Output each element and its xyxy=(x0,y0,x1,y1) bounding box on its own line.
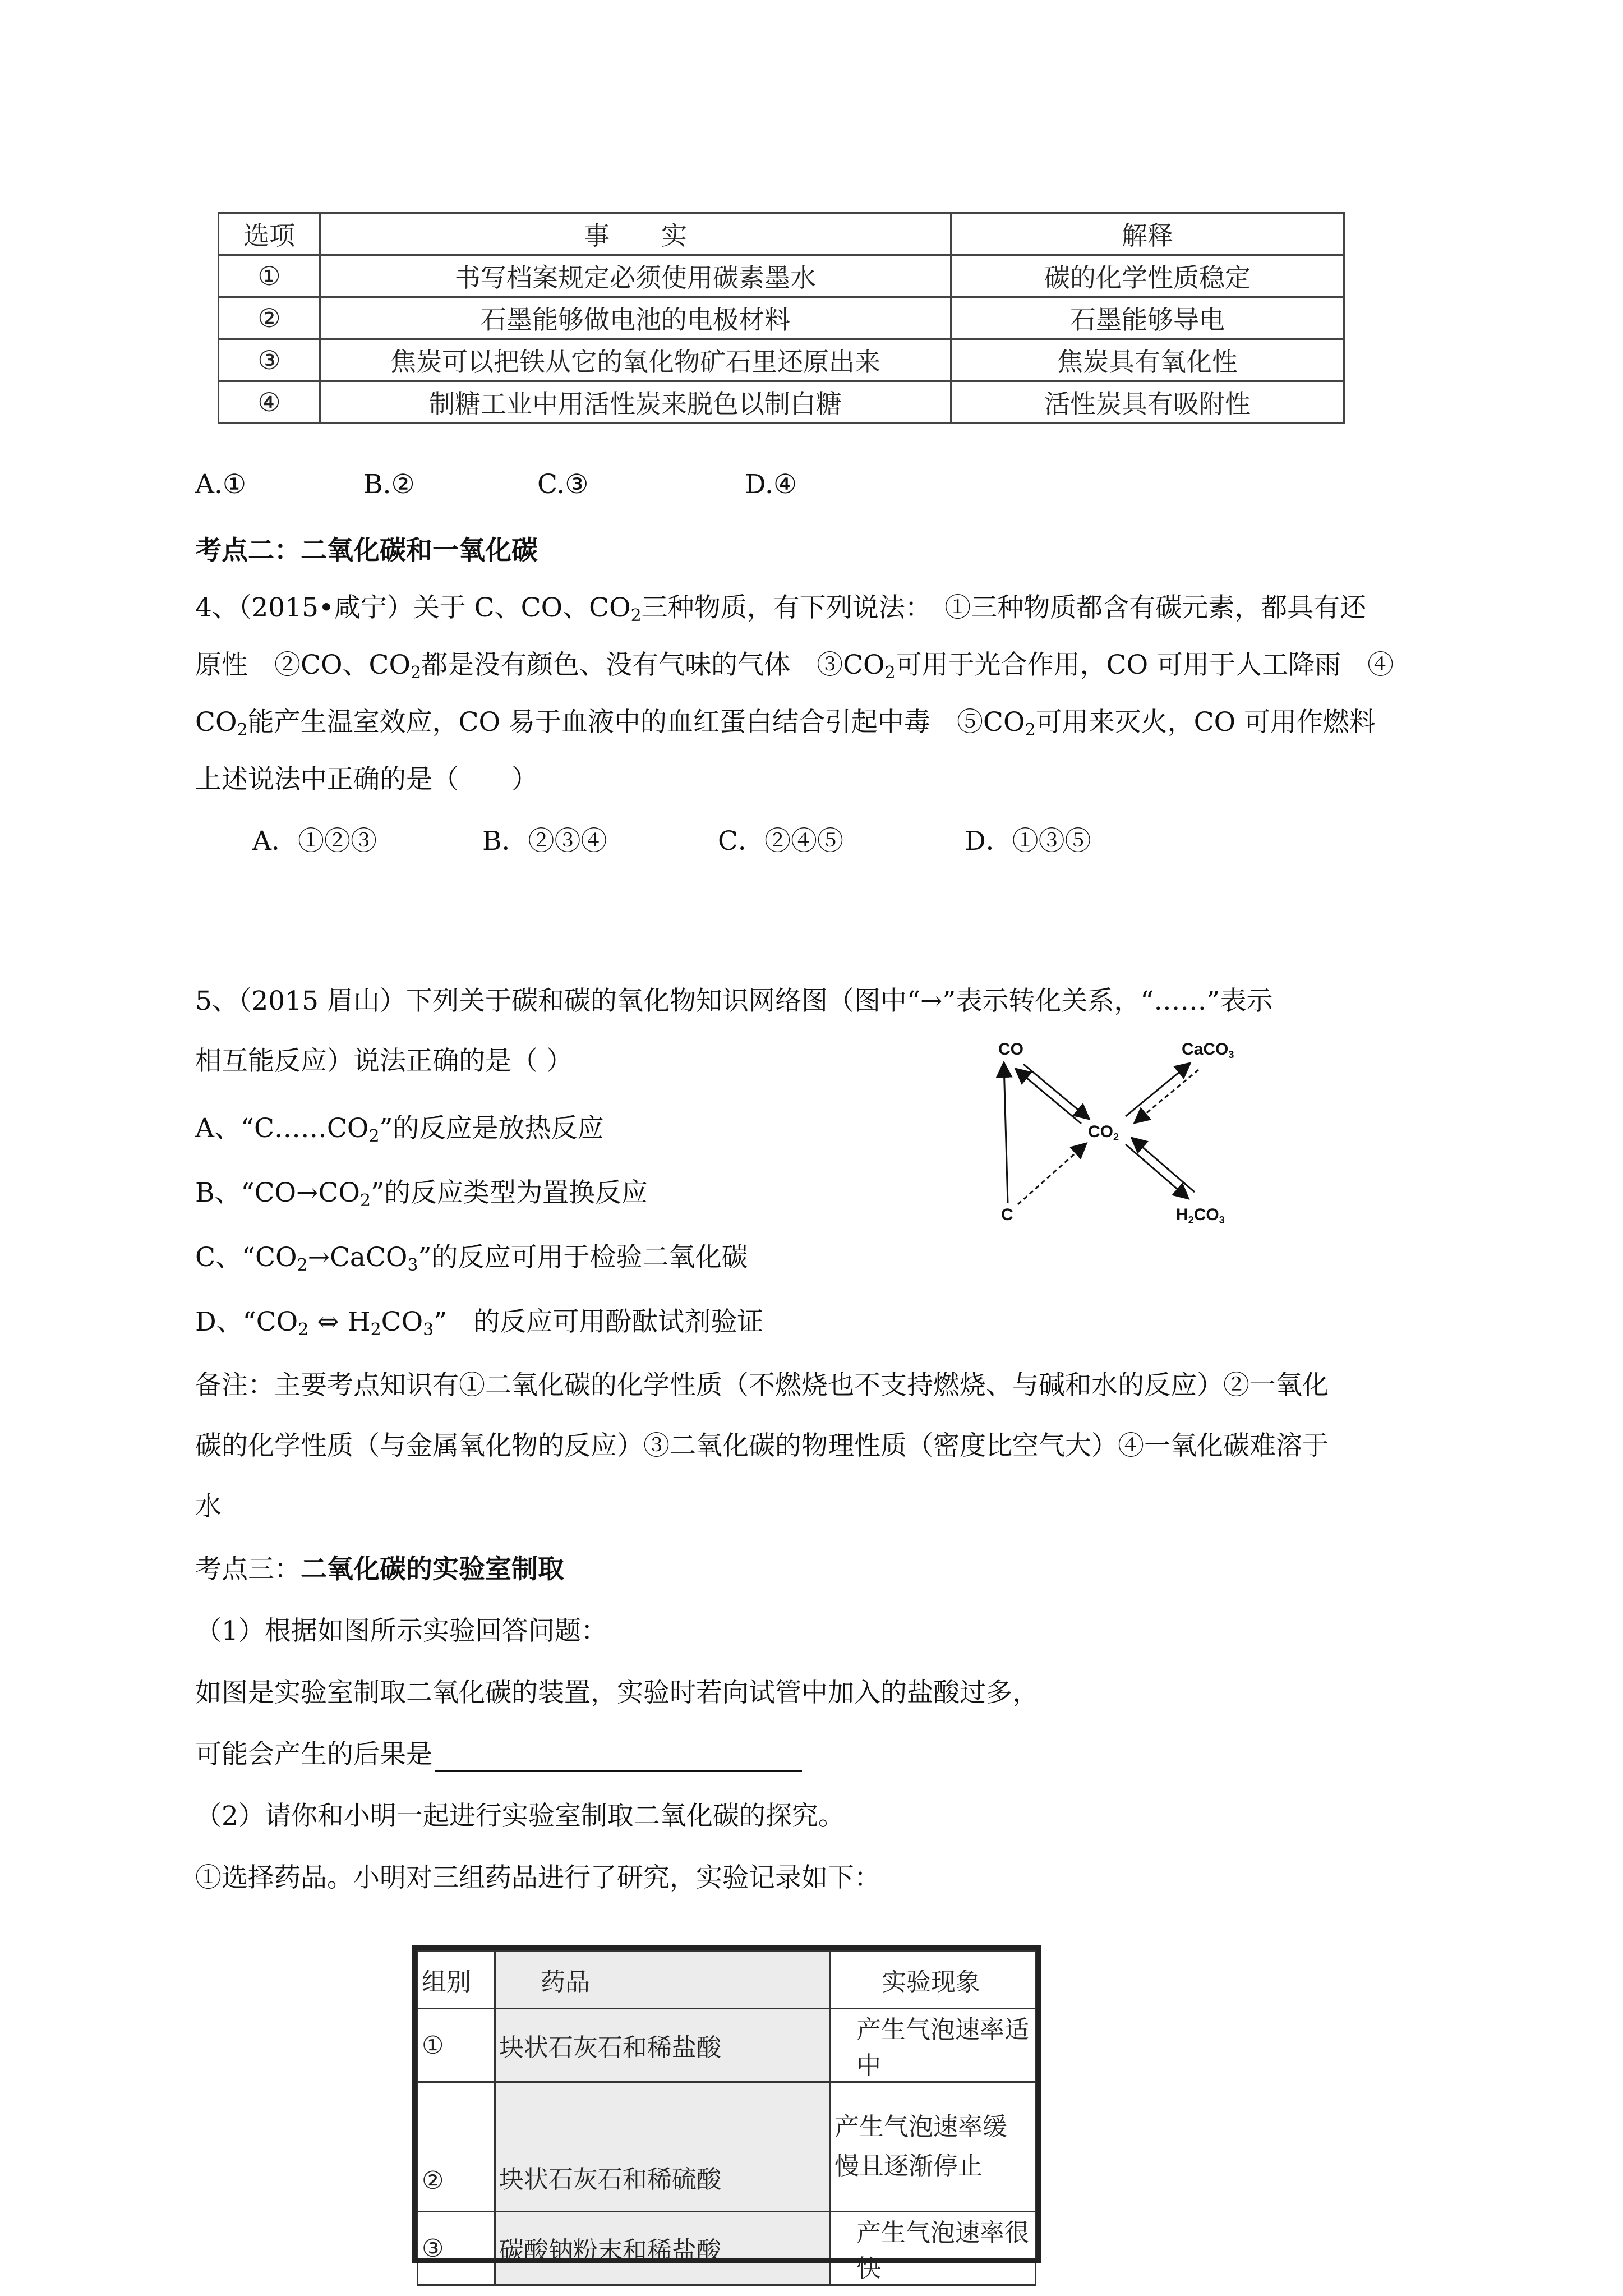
q5-text: B、“CO→CO xyxy=(195,1177,360,1208)
cell-option: ② xyxy=(219,297,320,339)
q5-text: ” 的反应可用酚酞试剂验证 xyxy=(434,1306,764,1337)
q4-option-d: D．①③⑤ xyxy=(965,826,1091,857)
node-caco3: CaCO$_3$ xyxy=(1182,1040,1234,1060)
cell-phenomenon: 产生气泡速率很快 xyxy=(831,2212,1036,2285)
q5-text: ”的反应是放热反应 xyxy=(379,1113,604,1144)
q5-text: ”的反应可用于检验二氧化碳 xyxy=(418,1242,748,1273)
header-explanation: 解释 xyxy=(951,213,1344,255)
cell-fact: 石墨能够做电池的电极材料 xyxy=(320,297,951,339)
table-row xyxy=(418,2082,1036,2212)
paragraph-1: （1）根据如图所示实验回答问题： xyxy=(195,1616,607,1646)
q5-text: A、“C……CO xyxy=(195,1113,369,1144)
note-line-2: 碳的化学性质（与金属氧化物的反应）③二氧化碳的物理性质（密度比空气大）④一氧化碳难溶于 xyxy=(195,1430,1329,1461)
subscript: 3 xyxy=(407,1255,418,1275)
q5-text: D、“CO xyxy=(195,1306,298,1337)
subscript: 2 xyxy=(237,720,248,740)
node-h2co3: $H_2CO_3$ xyxy=(1176,1205,1225,1226)
note-line-1: 备注：主要考点知识有①二氧化碳的化学性质（不燃烧也不支持燃烧、与碱和水的反应）②一氧化 xyxy=(195,1370,1329,1401)
q5-option-c xyxy=(195,1241,748,1274)
q3-option-b: B.② xyxy=(363,469,415,500)
table-row xyxy=(418,2212,1036,2285)
q4-text: 三种物质，有下列说法： ①三种物质都含有碳元素，都具有还 xyxy=(641,592,1367,623)
facts-table xyxy=(218,212,1345,424)
subscript: 3 xyxy=(423,1320,434,1340)
subscript: 2 xyxy=(1025,720,1036,740)
subscript: 2 xyxy=(297,1255,308,1275)
subscript: 2 xyxy=(884,663,896,683)
table-row xyxy=(219,381,1344,424)
arrow-c-to-co2 xyxy=(1018,1144,1085,1204)
node-co2: $CO_2$ xyxy=(1088,1122,1119,1143)
q4-line-4: 上述说法中正确的是（ ） xyxy=(195,764,538,795)
q3-option-d: D.④ xyxy=(745,469,797,500)
q4-text: 能产生温室效应，CO 易于血液中的血红蛋白结合引起中毒 ⑤CO xyxy=(247,707,1025,738)
cell-option: ③ xyxy=(219,339,320,381)
cell-explanation: 焦炭具有氧化性 xyxy=(951,339,1344,381)
q4-options xyxy=(252,825,1091,858)
q4-text: 都是没有颜色、没有气味的气体 ③CO xyxy=(421,650,885,680)
header-phenomenon: 实验现象 xyxy=(831,1951,1036,2009)
section-2-title: 考点二：二氧化碳和一氧化碳 xyxy=(195,535,538,566)
q3-option-c: C.③ xyxy=(537,469,589,500)
cell-reagents: 块状石灰石和稀盐酸 xyxy=(495,2009,830,2082)
cell-reagents: 块状石灰石和稀硫酸 xyxy=(495,2082,830,2212)
cell-reagents: 碳酸钠粉末和稀盐酸 xyxy=(495,2212,830,2285)
q4-text: 可用于光合作用，CO 可用于人工降雨 ④ xyxy=(895,650,1394,680)
cell-option: ④ xyxy=(219,381,320,424)
cell-group: ② xyxy=(418,2082,495,2212)
header-reagents: 药品 xyxy=(495,1951,830,2009)
q5-text: C、“CO xyxy=(195,1242,297,1273)
subscript: 2 xyxy=(359,1191,371,1211)
table-header-row xyxy=(418,1951,1036,2009)
paragraph-4: （2）请你和小明一起进行实验室制取二氧化碳的探究。 xyxy=(195,1801,845,1832)
q4-option-b: B．②③④ xyxy=(482,826,607,857)
q5-option-b xyxy=(195,1176,648,1210)
q5-line-1: 5、（2015 眉山）下列关于碳和碳的氧化物知识网络图（图中“→”表示转化关系，“……”表示 xyxy=(195,986,1273,1016)
q5-text: CO xyxy=(381,1306,423,1337)
q5-text: ”的反应类型为置换反应 xyxy=(371,1177,648,1208)
q5-option-d xyxy=(195,1305,763,1339)
cell-fact: 制糖工业中用活性炭来脱色以制白糖 xyxy=(320,381,951,424)
q4-option-c: C．②④⑤ xyxy=(718,826,843,857)
paragraph-3-text: 可能会产生的后果是 xyxy=(195,1739,432,1770)
node-co: CO xyxy=(998,1040,1023,1059)
cell-phenomenon: 产生气泡速率适中 xyxy=(831,2009,1036,2082)
subscript: 2 xyxy=(370,1320,381,1340)
table-row xyxy=(219,255,1344,297)
cell-group: ① xyxy=(418,2009,495,2082)
cell-group: ③ xyxy=(418,2212,495,2285)
header-group: 组别 xyxy=(418,1951,495,2009)
arrow-co2-to-h2co3 xyxy=(1126,1144,1187,1198)
q3-options xyxy=(195,468,797,501)
q4-text: 4、（2015•咸宁）关于 C、CO、CO xyxy=(195,592,631,623)
header-fact: 事 实 xyxy=(320,213,951,255)
arrow-co-to-co2 xyxy=(1023,1064,1088,1118)
arrow-co2-to-co xyxy=(1017,1070,1081,1124)
q4-line-2 xyxy=(195,648,1394,682)
arrow-h2co3-to-co2 xyxy=(1133,1139,1195,1192)
arrow-caco3-to-co2 xyxy=(1136,1070,1198,1122)
arrow-c-to-co xyxy=(1004,1064,1008,1203)
node-c: C xyxy=(1001,1205,1013,1224)
q3-option-a: A.① xyxy=(195,469,247,500)
paragraph-3 xyxy=(195,1738,802,1772)
subscript: 2 xyxy=(368,1126,380,1146)
subscript: 2 xyxy=(630,606,642,625)
cell-explanation: 碳的化学性质稳定 xyxy=(951,255,1344,297)
subscript: 2 xyxy=(298,1320,309,1340)
q4-text: 可用来灭火，CO 可用作燃料 xyxy=(1035,707,1376,738)
section-3-title xyxy=(195,1553,564,1586)
paragraph-5: ①选择药品。小明对三组药品进行了研究，实验记录如下： xyxy=(195,1862,880,1893)
q4-text: CO xyxy=(195,707,237,738)
arrow-co2-to-caco3 xyxy=(1126,1064,1189,1116)
q4-line-3 xyxy=(195,706,1376,739)
paragraph-2: 如图是实验室制取二氧化碳的装置，实验时若向试管中加入的盐酸过多， xyxy=(195,1677,1039,1708)
cell-explanation: 活性炭具有吸附性 xyxy=(951,381,1344,424)
header-option: 选项 xyxy=(219,213,320,255)
table-row xyxy=(219,339,1344,381)
table-row xyxy=(418,2009,1036,2082)
q5-text: ⇔ H xyxy=(308,1306,371,1337)
section-3-name: 二氧化碳的实验室制取 xyxy=(301,1554,564,1585)
subscript: 2 xyxy=(411,663,422,683)
cell-option: ① xyxy=(219,255,320,297)
q5-option-a xyxy=(195,1112,604,1145)
table-row xyxy=(219,297,1344,339)
cell-explanation: 石墨能够导电 xyxy=(951,297,1344,339)
q4-text: 原性 ②CO、CO xyxy=(195,650,411,680)
cell-fact: 书写档案规定必须使用碳素墨水 xyxy=(320,255,951,297)
section-3-prefix: 考点三： xyxy=(195,1554,301,1585)
cell-phenomenon: 产生气泡速率缓慢且逐渐停止 xyxy=(831,2082,1036,2212)
experiment-table xyxy=(417,1950,1036,2286)
q5-line-2: 相互能反应）说法正确的是（ ） xyxy=(195,1046,573,1076)
q4-line-1 xyxy=(195,591,1366,625)
table-header-row xyxy=(219,213,1344,255)
q4-option-a: A．①②③ xyxy=(252,826,377,857)
note-line-3: 水 xyxy=(195,1491,222,1522)
answer-blank[interactable] xyxy=(435,1745,802,1772)
q5-text: →CaCO xyxy=(307,1242,408,1273)
carbon-network-diagram xyxy=(979,1029,1259,1243)
cell-fact: 焦炭可以把铁从它的氧化物矿石里还原出来 xyxy=(320,339,951,381)
